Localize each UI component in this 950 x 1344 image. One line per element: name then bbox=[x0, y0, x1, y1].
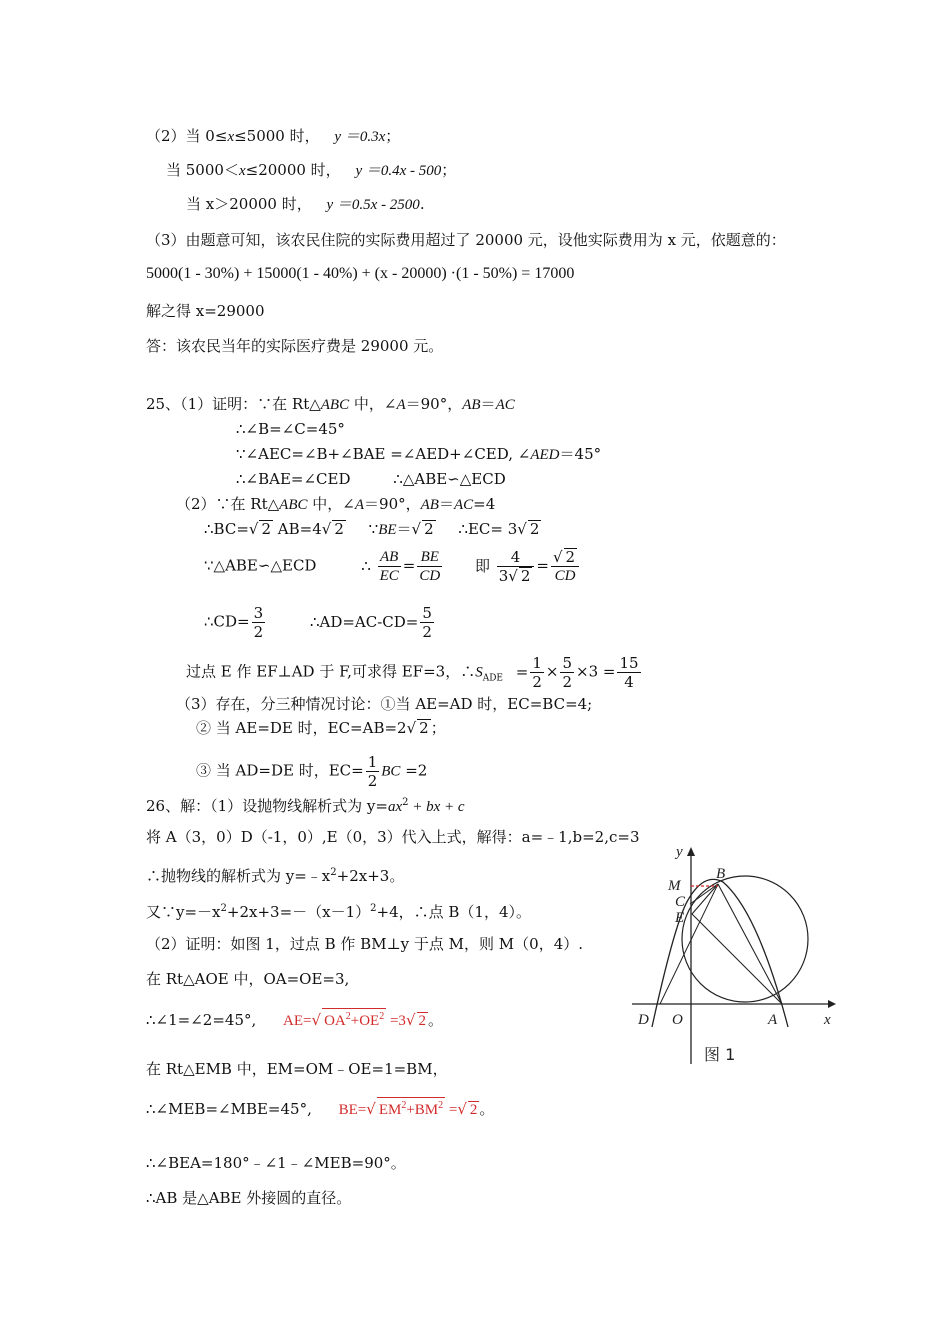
text: +OE bbox=[350, 1013, 380, 1029]
fraction: $\frac{4}{3√ 2}$ bbox=[497, 548, 535, 585]
text: BE= bbox=[338, 1102, 367, 1118]
p26-line-9 bbox=[146, 1097, 494, 1120]
text: AB bbox=[420, 497, 439, 513]
label-O: O bbox=[672, 1012, 683, 1028]
text: BC bbox=[381, 763, 401, 780]
p26-line-3 bbox=[146, 863, 404, 886]
p26-line-5: （2）证明：如图 1，过点 B 作 BM⊥y 于点 M，则 M（0，4）. bbox=[146, 935, 584, 953]
text: = bbox=[445, 1102, 458, 1118]
text: +BM bbox=[406, 1102, 439, 1118]
numerator: 15 bbox=[619, 654, 639, 672]
p24-line-2 bbox=[166, 160, 456, 181]
circumcircle bbox=[682, 876, 808, 1002]
sqrt-value: 2 bbox=[520, 567, 531, 585]
figure-caption: 图 1 bbox=[704, 1045, 736, 1064]
denominator: CD bbox=[419, 568, 441, 584]
label-x: x bbox=[824, 1012, 831, 1028]
p25-line-11: ② 当 AE=DE 时，EC=AB=2√ 2 ； bbox=[196, 719, 446, 737]
numerator: BE bbox=[417, 548, 442, 567]
figure-1 bbox=[628, 842, 838, 1072]
text: AED bbox=[530, 447, 560, 463]
p24-line-1 bbox=[146, 126, 400, 147]
text: 过点 E 作 EF⊥AD 于 F,可求得 EF=3，∴ bbox=[186, 662, 476, 681]
p26-line-8: 在 Rt△EMB 中，EM=OM﹣OE=1=BM， bbox=[146, 1060, 448, 1078]
fraction bbox=[530, 654, 544, 691]
text: ∴BC= bbox=[204, 520, 249, 538]
p25-line-8 bbox=[204, 604, 436, 641]
sqrt-value: 2 bbox=[424, 520, 434, 538]
segment-EA bbox=[692, 914, 782, 1004]
numerator: 5 bbox=[422, 604, 432, 622]
sqrt-value: 2 bbox=[419, 719, 429, 737]
text: S bbox=[475, 664, 483, 681]
text: BE bbox=[378, 522, 397, 538]
text: AC bbox=[495, 397, 515, 413]
p24-line-4: （3）由题意可知，该农民住院的实际费用超过了 20000 元，设他实际费用为 x 元，依题意的： bbox=[146, 231, 786, 249]
text: 当 x＞20000 时， bbox=[186, 195, 312, 213]
p26-line-11: ∴AB 是△ABE 外接圆的直径。 bbox=[146, 1189, 352, 1207]
numerator: AB bbox=[378, 548, 401, 567]
p25-line-1 bbox=[146, 394, 515, 415]
sqrt-value: 2 bbox=[261, 520, 271, 538]
text: ≤20000 时， bbox=[245, 161, 341, 179]
text: . bbox=[419, 195, 425, 213]
text: AB bbox=[462, 397, 481, 413]
p25-line-4 bbox=[236, 469, 506, 489]
superscript: 2 bbox=[379, 1011, 385, 1022]
text: ∴EC= 3 bbox=[458, 520, 518, 538]
label-y: y bbox=[676, 844, 683, 860]
subscript: ADE bbox=[482, 673, 503, 684]
text: AE= bbox=[283, 1013, 312, 1029]
text: ∵△ABE∽△ECD bbox=[204, 556, 317, 575]
text: +2x+3=－（x－1） bbox=[226, 903, 371, 921]
text: ＝ bbox=[396, 520, 412, 538]
y-axis-arrow-icon bbox=[687, 847, 695, 856]
superscript: 2 bbox=[402, 797, 409, 808]
text: 。 bbox=[479, 1100, 495, 1118]
segment-AB bbox=[718, 884, 782, 1004]
superscript: 2 bbox=[438, 1100, 444, 1111]
text: OA bbox=[324, 1013, 346, 1029]
text: = bbox=[515, 662, 529, 681]
formula: y ＝0.3x bbox=[334, 129, 386, 145]
fraction bbox=[378, 548, 401, 585]
x-axis-arrow-icon bbox=[828, 1000, 836, 1008]
ae-formula: AE=√ $OA^2+OE^2 =3√$ 2 bbox=[283, 1013, 428, 1029]
fraction bbox=[617, 654, 640, 691]
text: （2）当 0≤ bbox=[146, 127, 228, 145]
text: AB=4 bbox=[273, 520, 322, 538]
text: ③ 当 AD=DE 时，EC= bbox=[196, 761, 364, 780]
text: ； bbox=[385, 127, 401, 145]
p25-line-10: （3）存在，分三种情况讨论：①当 AE=AD 时，EC=BC=4; bbox=[176, 695, 593, 713]
text: ＝90°， bbox=[364, 495, 421, 513]
sqrt-value: 2 bbox=[334, 520, 344, 538]
superscript: 2 bbox=[220, 903, 227, 914]
denominator: EC bbox=[379, 568, 399, 584]
text: = bbox=[536, 556, 549, 575]
p26-line-1 bbox=[146, 793, 465, 817]
text: 。 bbox=[428, 1011, 444, 1029]
p24-answer: 答：该农民当年的实际医疗费是 29000 元。 bbox=[146, 337, 444, 355]
text: ∵∠AEC=∠B+∠BAE =∠AED+∠CED, ∠ bbox=[236, 445, 531, 463]
sqrt-value: 2 bbox=[529, 520, 540, 538]
text: （2）∵在 Rt△ bbox=[176, 495, 280, 513]
p26-line-2: 将 A（3，0）D（-1，0）,E（0，3）代入上式，解得：a=﹣1,b=2,c=3 bbox=[146, 828, 640, 846]
text: ＝45° bbox=[559, 445, 602, 463]
label-A: A bbox=[768, 1012, 778, 1028]
superscript: 2 bbox=[330, 867, 337, 878]
sqrt-value: 2 bbox=[469, 1102, 478, 1118]
label-B: B bbox=[716, 866, 726, 882]
p25-line-12 bbox=[196, 753, 427, 790]
text: 即 bbox=[474, 556, 490, 575]
text: ABC bbox=[320, 397, 350, 413]
text: 25、（1）证明：∵在 Rt△ bbox=[146, 395, 321, 413]
text: +4，∴点 B（1，4）。 bbox=[376, 903, 532, 921]
text: =2 bbox=[400, 761, 428, 780]
denominator: 3 bbox=[498, 567, 509, 585]
text: A bbox=[396, 397, 406, 413]
be-formula: BE=√ $EM^2+BM^2$ =√ 2 bbox=[339, 1102, 480, 1118]
text: ×3 = bbox=[576, 662, 616, 681]
text: +2x+3。 bbox=[336, 867, 405, 885]
text: ； bbox=[441, 161, 457, 179]
formula: ax bbox=[387, 799, 403, 815]
label-C: C bbox=[675, 894, 686, 910]
text: × bbox=[545, 662, 559, 681]
text: ABC bbox=[279, 497, 308, 513]
numerator: 5 bbox=[562, 654, 573, 672]
text: ∵ bbox=[368, 520, 379, 538]
fraction bbox=[560, 654, 574, 691]
sqrt-value: 2 bbox=[565, 548, 576, 566]
text: 当 5000＜ bbox=[166, 161, 239, 179]
segment-CB bbox=[690, 884, 718, 904]
numerator: 4 bbox=[497, 548, 535, 567]
fraction bbox=[417, 548, 442, 585]
p25-line-5 bbox=[176, 494, 495, 515]
text: 又∵y=－x bbox=[146, 903, 221, 921]
text: ＝ bbox=[438, 495, 454, 513]
numerator: 1 bbox=[532, 654, 542, 672]
denominator: 2 bbox=[422, 623, 432, 641]
formula: y ＝0.4x - 500 bbox=[355, 163, 442, 179]
text: 26、解：（1）设抛物线解析式为 y= bbox=[146, 797, 388, 815]
p26-line-4 bbox=[146, 899, 531, 922]
p26-line-6: 在 Rt△AOE 中，OA=OE=3, bbox=[146, 970, 350, 988]
text: ∴ bbox=[361, 556, 371, 575]
p25-line-3 bbox=[236, 444, 601, 465]
denominator: 2 bbox=[367, 772, 378, 790]
p24-equation: 5000(1 - 30%) + 15000(1 - 40%) + (x - 20000) ·(1 - 50%) = 17000 bbox=[146, 265, 575, 282]
text: = bbox=[402, 556, 416, 575]
p26-line-10: ∴∠BEA=180°﹣∠1﹣∠MEB=90°。 bbox=[146, 1154, 406, 1172]
text: ≤5000 时， bbox=[234, 127, 320, 145]
text: ∴∠MEB=∠MBE=45°, bbox=[146, 1100, 312, 1118]
text: ＝90°， bbox=[405, 395, 463, 413]
text: ∴AD=AC-CD= bbox=[309, 612, 419, 631]
label-M: M bbox=[668, 878, 681, 894]
text: ∴抛物线的解析式为 y=﹣x bbox=[146, 867, 331, 885]
segment-DB bbox=[660, 884, 718, 1004]
text: AC bbox=[453, 497, 474, 513]
fraction bbox=[366, 753, 380, 790]
text: =4 bbox=[473, 495, 496, 513]
p24-line-3 bbox=[186, 194, 425, 215]
numerator: 3 bbox=[253, 604, 264, 622]
text: ∴∠BAE=∠CED bbox=[236, 470, 351, 488]
superscript: 2 bbox=[345, 1011, 351, 1022]
denominator: 2 bbox=[562, 673, 573, 691]
fraction: $\frac{√ 2}{CD}$ bbox=[551, 548, 579, 585]
denominator: 2 bbox=[253, 623, 264, 641]
text: ② 当 AE=DE 时，EC=AB=2 bbox=[196, 719, 407, 737]
text: ； bbox=[430, 719, 446, 737]
text: x bbox=[238, 163, 246, 179]
sqrt-value: 2 bbox=[418, 1013, 426, 1029]
denominator: CD bbox=[554, 568, 576, 584]
fraction bbox=[252, 604, 266, 641]
text: 中，∠ bbox=[349, 395, 397, 413]
formula: y ＝0.5x - 2500 bbox=[326, 197, 420, 213]
text: ＝ bbox=[480, 395, 496, 413]
text: ∴CD= bbox=[204, 612, 250, 631]
p25-line-2: ∴∠B=∠C=45° bbox=[236, 420, 345, 438]
text: ∴△ABE∽△ECD bbox=[393, 470, 506, 488]
text: A bbox=[354, 497, 365, 513]
p25-line-7 bbox=[204, 548, 581, 585]
denominator: 2 bbox=[532, 673, 542, 691]
denominator: 4 bbox=[624, 673, 634, 691]
text: 中，∠ bbox=[307, 495, 355, 513]
text: ∴∠1=∠2=45°, bbox=[146, 1011, 257, 1029]
text: EM bbox=[378, 1102, 402, 1118]
parabola bbox=[652, 879, 788, 1027]
p25-line-9 bbox=[186, 654, 643, 691]
text: =3 bbox=[386, 1013, 406, 1029]
formula: + bx + c bbox=[408, 799, 465, 815]
label-D: D bbox=[638, 1012, 649, 1028]
superscript: 2 bbox=[401, 1100, 407, 1111]
p24-solution: 解之得 x=29000 bbox=[146, 302, 265, 320]
p25-line-6: ∴BC=√ 2 AB=4√ 2 ∵BE＝√ 2 ∴EC= 3√ 2 bbox=[204, 520, 540, 538]
numerator: 1 bbox=[367, 753, 378, 771]
text: x bbox=[227, 129, 235, 145]
p26-line-7 bbox=[146, 1008, 443, 1031]
fraction bbox=[420, 604, 434, 641]
superscript: 2 bbox=[370, 903, 377, 914]
label-E: E bbox=[675, 910, 685, 926]
